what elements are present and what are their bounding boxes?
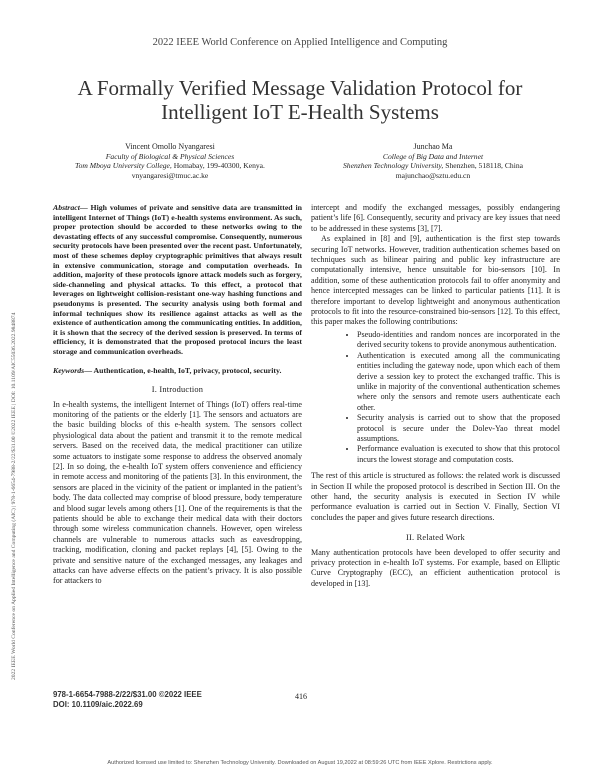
right-column [311,203,560,589]
keywords [53,366,302,376]
list-item: • Security analysis is carried out to show that the proposed protocol is secure under the Dolev-Yao threat model assumptions. [357,413,560,444]
author-institution: Shenzhen Technology University, [343,161,444,171]
author-name: Junchao Ma [413,142,453,151]
author-email: vnyangaresi@tmuc.ac.ke [131,170,209,180]
license-notice: Authorized licensed use limited to: Shenzhen Technology University. Downloaded on August 19,2022 at 08:59:26 UTC from IEEE Xplore. Restrictions apply. [107,760,493,766]
author-address: Homabay, 199-40300, Kenya. [171,161,265,171]
list-item: • Authentication is executed among all the communicating entities including the gateway node, upon which each of them derive a session key to protect the exchanged traffic. This is unlike in majority of the conventional authentication schemes where only the sensors and remote users authenticate each other. [357,351,560,413]
keywords-text: — Authentication, e-health, IoT, privacy, protocol, security. [84,365,282,375]
author-block-1 [45,142,295,180]
contributions-list [311,330,560,465]
related-work-paragraph: Many authentication protocols have been developed to offer security and privacy protection in e-health IoT systems. For example, based on Elliptic Curve Cryptography (ECC), an efficient authentication protocol is developed in [13]. [311,547,560,588]
paragraph: As explained in [8] and [9], authentication is the first step towards securing IoT networks. However, tradition authentication schemes based on techniques such as bilinear pairing and public key infrastructure are computationally intensive, hence unsuitable for bio-sensors [10]. In addition, some of these authentication protocols fail to offer anonymity and hence intercepted messages can be linked to particular patients [11]. It is therefore important to develop lightweight and anonymous authentication protocols to fit into the resource-constrained bio-sensors [12]. To this effect, this paper makes the following contributions: [311,234,560,327]
keywords-label: Keywords [53,365,85,375]
footer-doi: DOI: 10.1109/aic.2022.69 [53,700,143,709]
sidebar-citation-text: 2022 IEEE World Conference on Applied Intelligence and Computing (AIC) | 978-1-6654-7988-2/22/$31.00 ©2022 IEEE | DOI: 10.1109/AIC55036.2022.9848874 [11,312,17,680]
conference-header: 2022 IEEE World Conference on Applied Intelligence and Computing [152,37,448,48]
author-email: majunchao@sztu.edu.cn [395,170,471,180]
introduction-paragraph: In e-health systems, the intelligent Internet of Things (IoT) offers real-time monitoring of the patients or the elderly [1]. The sensors and actuators are the basic building blocks of this e-health system. The sensors collect physiological data about the patient and transmit it to the remote medical servers. Based on the received data, the medical practitioner can utilize some actuators to instigate some response to address the observed anomaly [2]. In so doing, the e-health IoT system offers convenience and efficiency in remote access and monitoring of the patients [3]. In this environment, the sensors are placed in the vicinity of the patient or implanted in the patient’s body. The data collected may comprise of blood pressure, body temperature and blood sugar levels among others [1]. One of the requirements is that the patients should be able to exchange their medical data with their doctors through some wireless communication channels. However, open wireless channels are vulnerable to numerous attacks such as eavesdropping, tracking, modification, cloning and packet replays [4], [5]. Owing to the private and sensitive nature of the exchanged messages, any leakages and attacks can have adverse effects on the patient’s privacy. It is also possible for attackers to [53,399,302,586]
author-affiliation: College of Big Data and Internet [382,151,484,161]
list-item: • Pseudo-identities and random nonces are incorporated in the derived security tokens to provide anonymous authentication. [357,330,560,351]
page-number: 416 [295,692,307,701]
abstract [53,203,302,357]
author-affiliation: Faculty of Biological & Physical Sciences [105,151,235,161]
author-block-2 [308,142,558,180]
title-line-2: Intelligent IoT E-Health Systems [161,100,439,124]
list-item: • Performance evaluation is executed to show that this protocol incurs the lowest storage and computation costs. [357,444,560,465]
paragraph: intercept and modify the exchanged messages, possibly endangering patient’s life [6]. Consequently, security and privacy are key issues that need to be addressed in these systems [3], [7]. [311,203,560,233]
abstract-text: — High volumes of private and sensitive data are transmitted in intelligent Internet of Things (IoT) e-health systems environment. As such, proper protection should be accorded to these networks owing to the devastating effects of any successful compromise. Consequently, numerous security protocols have been presented over the recent past. Unfortunately, most of these schemes deploy cryptographic primitives that always result in extensive communication, storage and computation overheads. In addition, majority of these protocols ignore attack models such as forgery, side-channeling and physical attacks. To this effect, a protocol that leverages on lightweight collision-resistant one-way hashing functions and pseudonyms is presented. The security analysis using both formal and informal techniques show its resilience against attacks as well as the existence of authentication among the communicating entities. In addition, it is shown that the secrecy of the derived session is preserved. In terms of efficiency, it is demonstrated that the proposed protocol incurs the least storage and communication overheads. [53,203,302,356]
left-column [53,203,302,587]
sidebar-citation [4,132,18,680]
author-institution: Tom Mboya University College, [75,161,172,171]
section-heading-introduction: I. Introduction [151,385,204,395]
paper-title [60,76,540,124]
author-address: Shenzhen, 518118, China [443,161,523,171]
footer-copyright [53,690,202,710]
footer-isbn: 978-1-6654-7988-2/22/$31.00 ©2022 IEEE [53,690,202,699]
title-line-1: A Formally Verified Message Validation Protocol for [77,76,523,100]
paragraph: The rest of this article is structured as follows: the related work is discussed in Section II while the proposed protocol is described in Section III. On the other hand, the security analysis is executed in Section IV while performance evaluation is carried out in Section V. Finally, Section VI concludes the paper and gives future research directions. [311,471,560,522]
section-heading-related-work: II. Related Work [406,533,465,543]
abstract-label: Abstract [53,203,80,212]
author-name: Vincent Omollo Nyangaresi [125,142,215,151]
